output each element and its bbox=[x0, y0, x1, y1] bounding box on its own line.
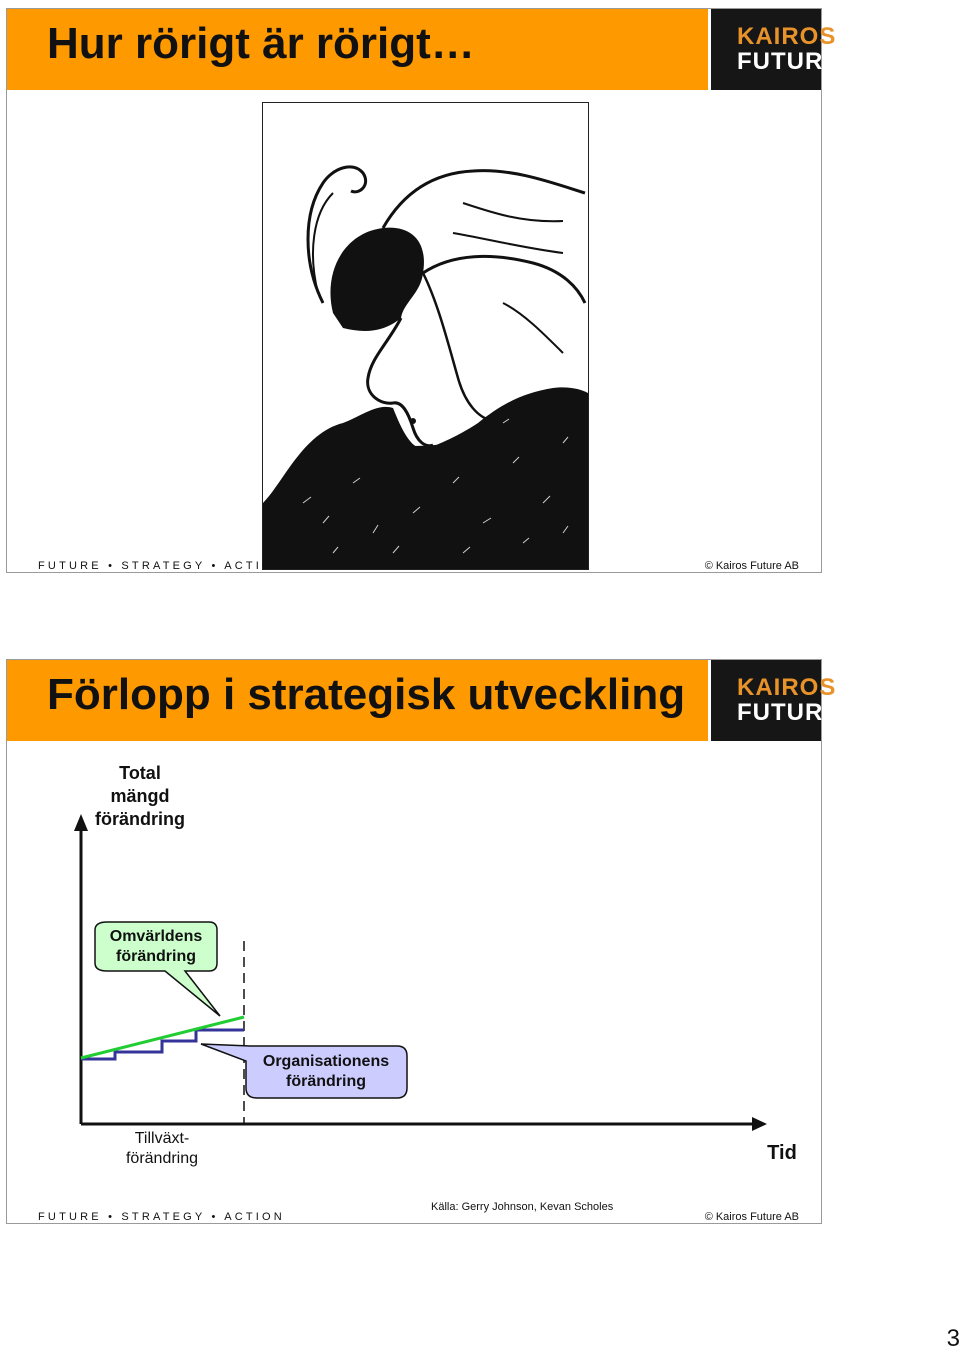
footer-copyright: © Kairos Future AB bbox=[704, 1211, 799, 1223]
x-axis-label: Tid bbox=[767, 1142, 797, 1164]
origin-label: Tillväxt- förändring bbox=[125, 1130, 199, 1167]
organisation-callout-text: Organisationens förändring bbox=[262, 1053, 390, 1090]
page-number: 3 bbox=[946, 1325, 960, 1352]
footer-copyright: © Kairos Future AB bbox=[704, 560, 799, 572]
footer-tagline: FUTURE • STRATEGY • ACTION bbox=[38, 1211, 285, 1223]
slide-title: Förlopp i strategisk utveckling bbox=[47, 670, 686, 719]
logo-line-1: KAIROS bbox=[737, 23, 837, 50]
slide-title: Hur rörigt är rörigt… bbox=[47, 19, 475, 68]
kairos-future-logo bbox=[711, 660, 841, 741]
y-axis-label: Total mängd förändring bbox=[95, 763, 185, 829]
source-citation: Källa: Gerry Johnson, Kevan Scholes bbox=[431, 1201, 614, 1213]
kairos-future-logo bbox=[711, 9, 841, 90]
logo-line-2: FUTURE bbox=[737, 48, 841, 75]
title-bar bbox=[7, 660, 708, 741]
slide-2 bbox=[6, 659, 841, 1224]
title-bar bbox=[7, 9, 708, 90]
illusion-drawing bbox=[263, 103, 588, 569]
logo-line-1: KAIROS bbox=[737, 674, 837, 701]
slide-1 bbox=[6, 8, 841, 573]
footer-tagline: FUTURE • STRATEGY • ACTION bbox=[38, 560, 285, 572]
logo-line-2: FUTURE bbox=[737, 699, 841, 726]
x-axis-arrow bbox=[752, 1117, 767, 1131]
young-old-woman-illusion-image bbox=[262, 102, 589, 570]
environment-callout-text: Omvärldens förändring bbox=[109, 928, 203, 965]
